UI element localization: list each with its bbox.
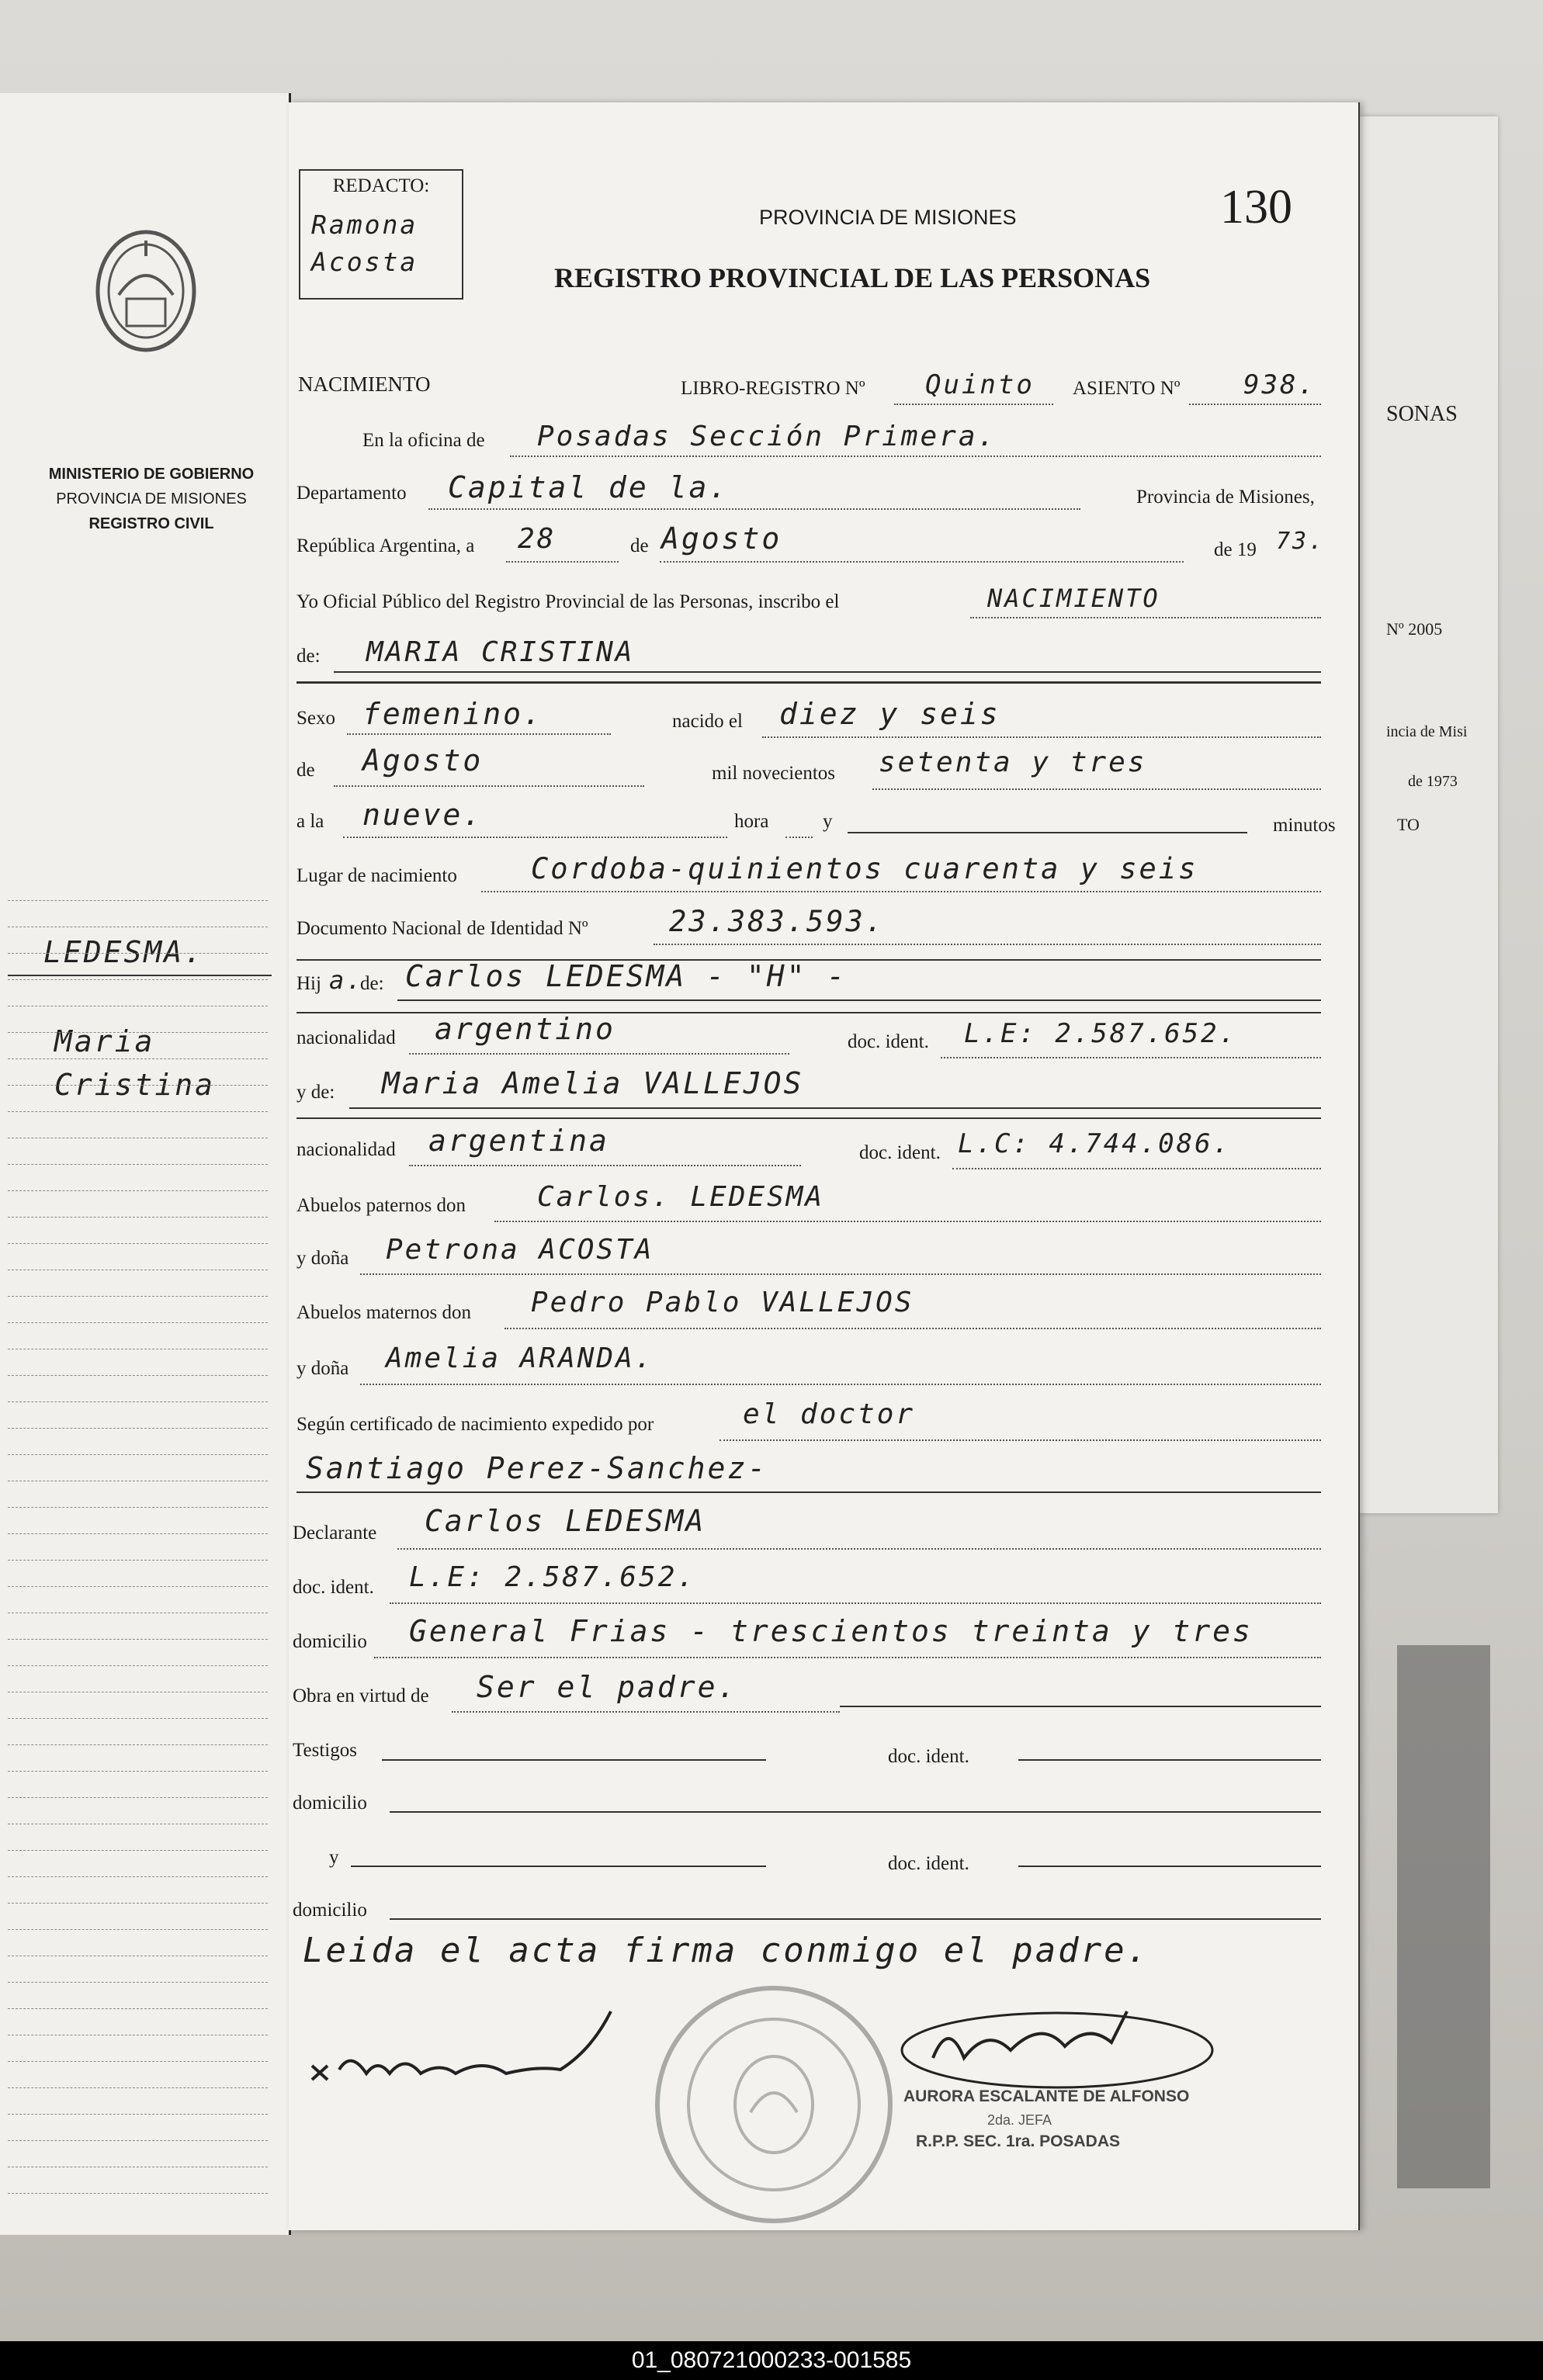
docident-label: doc. ident. xyxy=(888,1853,969,1874)
margin-ruled-line xyxy=(8,2114,268,2115)
margin-ruled-line xyxy=(8,1243,268,1244)
abuelos-maternos-label: Abuelos maternos don xyxy=(296,1302,471,1323)
adjacent-text: de 1973 xyxy=(1408,773,1458,790)
sexo-value: femenino. xyxy=(362,697,543,731)
margin-ruled-line xyxy=(8,1903,268,1904)
margin-ruled-line xyxy=(8,1744,268,1745)
abuelo-materno-value: Pedro Pablo VALLEJOS xyxy=(531,1287,914,1318)
nombre-value: MARIA CRISTINA xyxy=(366,636,635,668)
margin-ruled-line xyxy=(8,2193,268,2194)
provincia-label: Provincia de Misiones, xyxy=(1136,487,1315,508)
margin-given-name: Maria xyxy=(54,1024,155,1058)
margin-ruled-line xyxy=(8,1639,268,1640)
redacto-label: REDACTO: xyxy=(332,175,430,196)
certificado-label: Según certificado de nacimiento expedido por xyxy=(296,1414,654,1435)
official-signature-icon xyxy=(894,1996,1220,2097)
declarante-value: Carlos LEDESMA xyxy=(425,1504,706,1538)
oficial-value: NACIMIENTO xyxy=(987,584,1160,613)
obra-value: Ser el padre. xyxy=(477,1670,738,1704)
margin-given-name: Cristina xyxy=(54,1068,216,1102)
testigos-label: Testigos xyxy=(293,1740,357,1761)
ydona-label: y doña xyxy=(296,1248,349,1269)
obra-label: Obra en virtud de xyxy=(293,1685,429,1706)
margin-ruled-line xyxy=(8,1665,268,1666)
certificado-value: el doctor xyxy=(743,1398,916,1430)
abuela-paterna-value: Petrona ACOSTA xyxy=(386,1234,654,1266)
margin-ruled-line xyxy=(8,953,268,954)
domicilio-label: domicilio xyxy=(293,1631,367,1652)
certificado-doctor-value: Santiago Perez-Sanchez- xyxy=(306,1451,768,1485)
registry-page xyxy=(289,102,1360,2230)
docident-label: doc. ident. xyxy=(293,1577,374,1598)
de2-label: de xyxy=(296,760,315,781)
dia-value: 28 xyxy=(518,523,557,555)
margin-ruled-line xyxy=(8,1401,268,1402)
margin-ruled-line xyxy=(8,1164,268,1165)
departamento-value: Capital de la. xyxy=(448,470,730,504)
adjacent-text: SONAS xyxy=(1386,402,1458,426)
adjacent-text: Nº 2005 xyxy=(1386,619,1443,639)
ala-label: a la xyxy=(296,811,324,832)
de-nombre-label: de: xyxy=(296,646,321,667)
y-label: y xyxy=(823,811,833,832)
margin-ruled-line xyxy=(8,1876,268,1877)
margin-surname: LEDESMA. xyxy=(43,935,205,969)
adjacent-text: incia de Misi xyxy=(1386,723,1468,740)
libro-label: LIBRO-REGISTRO Nº xyxy=(681,378,865,399)
yde-label: y de: xyxy=(296,1082,335,1103)
oficina-value: Posadas Sección Primera. xyxy=(537,421,997,452)
dni-value: 23.383.593. xyxy=(669,905,886,938)
registry-title: REGISTRO PROVINCIAL DE LAS PERSONAS xyxy=(554,262,1151,293)
margin-ruled-line xyxy=(8,2008,268,2009)
ydona-label: y doña xyxy=(296,1358,349,1379)
asiento-value: 938. xyxy=(1243,369,1316,400)
ministry-label: MINISTERIO DE GOBIERNO xyxy=(48,466,255,483)
mil-label: mil novecientos xyxy=(712,763,835,784)
margin-ruled-line xyxy=(8,1586,268,1587)
margin-ruled-line xyxy=(8,1428,268,1429)
margin-ruled-line xyxy=(8,1032,268,1033)
redacto-name: Ramona Acosta xyxy=(311,210,418,277)
lugar-label: Lugar de nacimiento xyxy=(296,865,457,886)
republica-label: República Argentina, a xyxy=(296,535,475,556)
margin-ruled-line xyxy=(8,1454,268,1455)
anio-value: 73. xyxy=(1276,528,1326,555)
margin-ruled-line xyxy=(8,1375,268,1376)
margin-ruled-line xyxy=(8,1296,268,1297)
margin-ruled-line xyxy=(8,900,268,901)
file-id-bar xyxy=(0,2341,1543,2380)
official-office-stamp: R.P.P. SEC. 1ra. POSADAS xyxy=(916,2132,1121,2150)
official-name-stamp: AURORA ESCALANTE DE ALFONSO xyxy=(903,2087,1190,2105)
abuela-materna-value: Amelia ARANDA. xyxy=(386,1342,654,1374)
nacionalidad-label: nacionalidad xyxy=(296,1139,396,1160)
margin-ruled-line xyxy=(8,1560,268,1561)
declarante-label: Declarante xyxy=(293,1523,377,1543)
section-label: NACIMIENTO xyxy=(298,372,431,396)
domicilio-value: General Frias - trescientos treinta y tres xyxy=(409,1614,1253,1648)
margin-ruled-line xyxy=(8,1533,268,1534)
official-title-stamp: 2da. JEFA xyxy=(987,2112,1052,2128)
civil-registry-label: REGISTRO CIVIL xyxy=(88,515,214,532)
nacionalidad-madre-value: argentina xyxy=(428,1124,609,1158)
dni-label: Documento Nacional de Identidad Nº xyxy=(296,918,588,939)
margin-ruled-line xyxy=(8,2061,268,2062)
margin-ruled-lines xyxy=(0,0,289,2328)
margin-ruled-line xyxy=(8,2140,268,2141)
margin-ruled-line xyxy=(8,1771,268,1772)
margin-ruled-line xyxy=(8,1085,268,1086)
docid-madre-value: L.C: 4.744.086. xyxy=(958,1128,1232,1159)
registry-seal-stamp-icon xyxy=(650,1980,898,2229)
de-label: de xyxy=(630,535,649,556)
declarant-signature-icon xyxy=(304,1996,630,2105)
hij-label: Hij xyxy=(296,973,321,994)
province-label: PROVINCIA DE MISIONES xyxy=(56,490,247,508)
margin-ruled-line xyxy=(8,1797,268,1798)
closing-statement: Leida el acta firma conmigo el padre. xyxy=(303,1931,1150,1970)
margin-ruled-line xyxy=(8,1718,268,1719)
margin-ruled-line xyxy=(8,1850,268,1851)
declarante-docident-value: L.E: 2.587.652. xyxy=(409,1561,697,1593)
margin-ruled-line xyxy=(8,1111,268,1112)
page-number: 130 xyxy=(1220,181,1292,234)
domicilio-label: domicilio xyxy=(293,1900,367,1921)
torn-page-edge xyxy=(1397,1645,1490,2188)
abuelo-paterno-value: Carlos. LEDESMA xyxy=(537,1181,825,1213)
nacido-value: diez y seis xyxy=(779,697,1000,731)
abuelos-paternos-label: Abuelos paternos don xyxy=(296,1195,466,1216)
docid-label: doc. ident. xyxy=(859,1142,941,1163)
margin-ruled-line xyxy=(8,1507,268,1508)
hij-suffix: a. xyxy=(329,965,364,995)
libro-value: Quinto xyxy=(925,369,1035,400)
hij-de-label: de: xyxy=(360,973,384,994)
mes2-value: Agosto xyxy=(362,743,484,778)
mes-value: Agosto xyxy=(661,521,782,556)
ala-value: nueve. xyxy=(362,798,484,832)
oficina-label: En la oficina de xyxy=(362,430,485,451)
mil-value: setenta y tres xyxy=(879,747,1147,778)
nacionalidad-padre-value: argentino xyxy=(435,1012,615,1046)
docid-label: doc. ident. xyxy=(848,1031,929,1052)
file-id: 01_080721000233-001585 xyxy=(631,2347,912,2373)
margin-ruled-line xyxy=(8,1058,268,1059)
padre-value: Carlos LEDESMA - "H" - xyxy=(405,959,848,993)
departamento-label: Departamento xyxy=(296,483,407,504)
anio-label: de 19 xyxy=(1214,539,1257,560)
province-title: PROVINCIA DE MISIONES xyxy=(759,206,1017,229)
docid-padre-value: L.E: 2.587.652. xyxy=(964,1018,1238,1049)
madre-value: Maria Amelia VALLEJOS xyxy=(382,1066,804,1100)
redacto-box xyxy=(299,169,463,300)
adjacent-text: TO xyxy=(1397,815,1420,834)
margin-ruled-line xyxy=(8,1217,268,1218)
domicilio-label: domicilio xyxy=(293,1793,367,1814)
adjacent-page xyxy=(1358,116,1498,1513)
sexo-label: Sexo xyxy=(296,708,335,729)
docident-label: doc. ident. xyxy=(888,1746,969,1767)
margin-ruled-line xyxy=(8,1982,268,1983)
minutos-label: minutos xyxy=(1273,815,1336,836)
y-label: y xyxy=(329,1847,339,1868)
margin-ruled-line xyxy=(8,1929,268,1930)
asiento-label: ASIENTO Nº xyxy=(1073,378,1181,399)
nacionalidad-label: nacionalidad xyxy=(296,1027,396,1048)
margin-ruled-line xyxy=(8,2087,268,2088)
margin-ruled-line xyxy=(8,1322,268,1323)
margin-ruled-line xyxy=(8,979,268,980)
margin-ruled-line xyxy=(8,1190,268,1191)
oficial-label: Yo Oficial Público del Registro Provincial de las Personas, inscribo el xyxy=(296,591,840,612)
lugar-value: Cordoba-quinientos cuarenta y seis xyxy=(531,852,1198,885)
nacido-label: nacido el xyxy=(672,711,743,732)
hora-label: hora xyxy=(734,811,769,832)
